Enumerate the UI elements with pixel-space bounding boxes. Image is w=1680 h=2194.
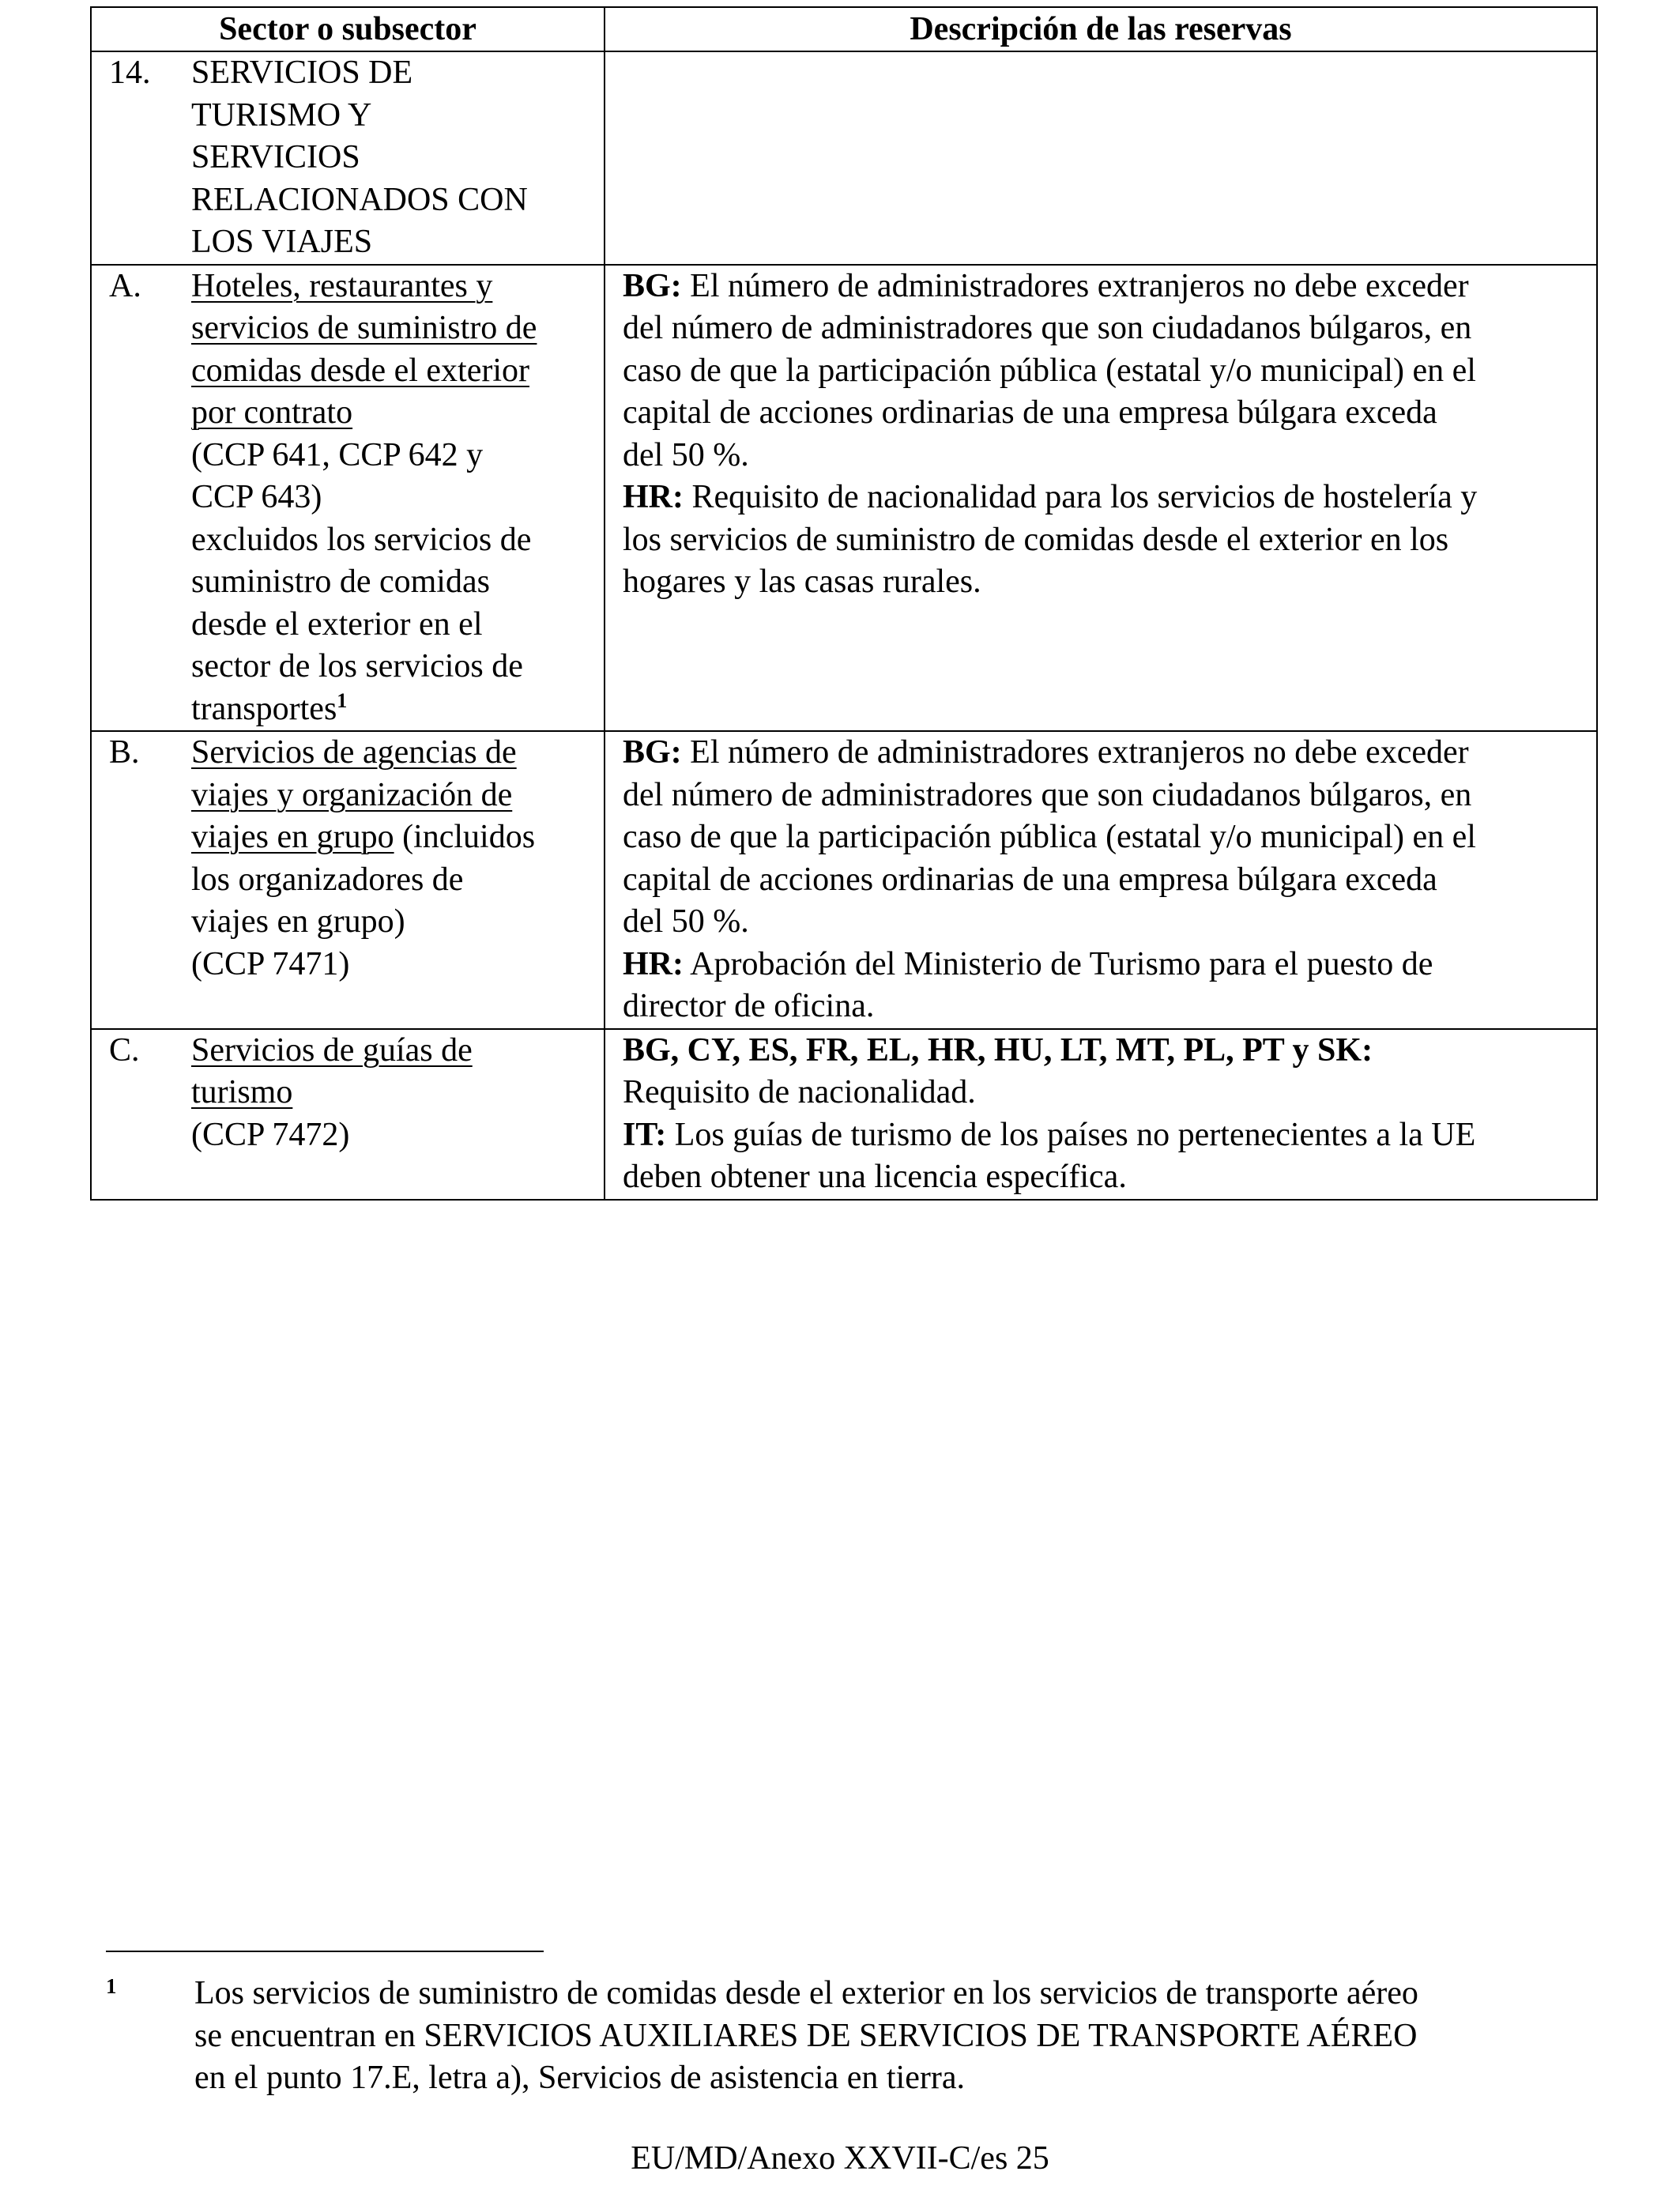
reservation-text: El número de administradores extranjeros no debe exceder bbox=[681, 734, 1469, 771]
sector-cell-a bbox=[91, 265, 605, 732]
country-code-label: BG: bbox=[623, 267, 682, 304]
country-code-label: BG, CY, ES, FR, EL, HR, HU, LT, MT, PL, PT y SK: bbox=[623, 1031, 1373, 1069]
country-code-label: IT: bbox=[623, 1116, 667, 1153]
subsector-title-line: viajes en grupo bbox=[191, 819, 394, 855]
subsector-letter: C. bbox=[109, 1031, 140, 1069]
table-row-b bbox=[91, 731, 1597, 1029]
reservation-text: los servicios de suministro de comidas desde el exterior en los bbox=[623, 521, 1449, 558]
exclusion-note-line: sector de los servicios de bbox=[191, 648, 523, 684]
footnote-text-line: en el punto 17.E, letra a), Servicios de asistencia en tierra. bbox=[194, 2060, 965, 2096]
subsector-letter: A. bbox=[109, 267, 141, 304]
country-code-label: HR: bbox=[623, 479, 684, 515]
subsector-title-line: comidas desde el exterior bbox=[191, 352, 529, 389]
footnote bbox=[106, 1973, 1591, 2100]
reservations-table bbox=[90, 6, 1598, 1201]
reservation-text: deben obtener una licencia específica. bbox=[623, 1159, 1127, 1195]
subsector-title-line: viajes y organización de bbox=[191, 776, 513, 813]
description-cell-14 bbox=[605, 51, 1597, 265]
reservation-text: El número de administradores extranjeros no debe exceder bbox=[681, 267, 1469, 304]
subsector-title-suffix: (incluidos bbox=[394, 819, 536, 855]
reservation-text: caso de que la participación pública (estatal y/o municipal) en el bbox=[623, 819, 1476, 855]
sector-title-line: SERVICIOS DE bbox=[191, 55, 413, 91]
exclusion-note-line: excluidos los servicios de bbox=[191, 521, 532, 558]
sector-title-line: TURISMO Y bbox=[191, 96, 372, 134]
country-code-label: HR: bbox=[623, 945, 684, 982]
description-cell-a bbox=[605, 265, 1597, 732]
reservation-text: Requisito de nacionalidad. bbox=[623, 1074, 976, 1110]
reservation-text: del 50 %. bbox=[623, 436, 749, 473]
country-code-label: BG: bbox=[623, 734, 682, 771]
page-footer: EU/MD/Anexo XXVII-C/es 25 bbox=[631, 2140, 1049, 2177]
table-header-row bbox=[91, 7, 1597, 51]
ccp-code-line: (CCP 7472) bbox=[191, 1116, 350, 1153]
ccp-code-line: (CCP 641, CCP 642 y bbox=[191, 436, 484, 473]
sector-cell-c bbox=[91, 1029, 605, 1200]
reservation-text: capital de acciones ordinarias de una empresa búlgara exceda bbox=[623, 861, 1437, 898]
subsector-letter: B. bbox=[109, 734, 140, 771]
reservation-text: Los guías de turismo de los países no pertenecientes a la UE bbox=[666, 1116, 1476, 1153]
header-description: Descripción de las reservas bbox=[605, 7, 1597, 51]
subsector-title-line: Servicios de guías de bbox=[191, 1031, 473, 1069]
reservation-text: director de oficina. bbox=[623, 988, 875, 1024]
reservation-text: Requisito de nacionalidad para los servicios de hostelería y bbox=[684, 479, 1478, 515]
ccp-code-line: (CCP 7471) bbox=[191, 945, 350, 982]
footnote-mark: 1 bbox=[106, 1974, 117, 1998]
sector-title-line: SERVICIOS bbox=[191, 139, 360, 175]
subsector-title-line: Servicios de agencias de bbox=[191, 734, 517, 771]
subsector-detail-line: viajes en grupo) bbox=[191, 903, 405, 940]
sector-title-line: LOS VIAJES bbox=[191, 224, 373, 260]
footnote-text-line: se encuentran en SERVICIOS AUXILIARES DE SERVICIOS DE TRANSPORTE AÉREO bbox=[194, 2017, 1418, 2054]
exclusion-note-line: desde el exterior en el bbox=[191, 605, 483, 643]
footnote-text-line: Los servicios de suministro de comidas desde el exterior en los servicios de transporte aéreo bbox=[194, 1975, 1418, 2011]
footnote-separator bbox=[106, 1951, 544, 1952]
table-row-a bbox=[91, 265, 1597, 732]
reservation-text: del número de administradores que son ciudadanos búlgaros, en bbox=[623, 310, 1472, 346]
subsector-title-line: servicios de suministro de bbox=[191, 310, 537, 346]
exclusion-note-line: transportes bbox=[191, 690, 337, 727]
subsector-title-line: Hoteles, restaurantes y bbox=[191, 267, 493, 304]
description-cell-b bbox=[605, 731, 1597, 1029]
sector-cell-14 bbox=[91, 51, 605, 265]
sector-cell-b bbox=[91, 731, 605, 1029]
exclusion-note-line: suministro de comidas bbox=[191, 564, 490, 600]
table-row-c bbox=[91, 1029, 1597, 1200]
subsector-title-line: por contrato bbox=[191, 394, 353, 431]
reservation-text: hogares y las casas rurales. bbox=[623, 564, 981, 600]
reservation-text: Aprobación del Ministerio de Turismo para el puesto de bbox=[684, 945, 1433, 982]
reservation-text: capital de acciones ordinarias de una empresa búlgara exceda bbox=[623, 394, 1437, 431]
header-sector: Sector o subsector bbox=[91, 7, 605, 51]
reservation-text: del 50 %. bbox=[623, 903, 749, 940]
subsector-detail-line: los organizadores de bbox=[191, 861, 464, 898]
reservation-text: caso de que la participación pública (estatal y/o municipal) en el bbox=[623, 352, 1476, 389]
subsector-title-line: turismo bbox=[191, 1074, 293, 1110]
sector-number: 14. bbox=[109, 55, 151, 91]
ccp-code-line: CCP 643) bbox=[191, 479, 322, 515]
description-cell-c bbox=[605, 1029, 1597, 1200]
sector-title-line: RELACIONADOS CON bbox=[191, 181, 528, 218]
reservation-text: del número de administradores que son ciudadanos búlgaros, en bbox=[623, 776, 1472, 813]
footnote-reference[interactable]: 1 bbox=[337, 688, 348, 712]
table-row-14 bbox=[91, 51, 1597, 265]
